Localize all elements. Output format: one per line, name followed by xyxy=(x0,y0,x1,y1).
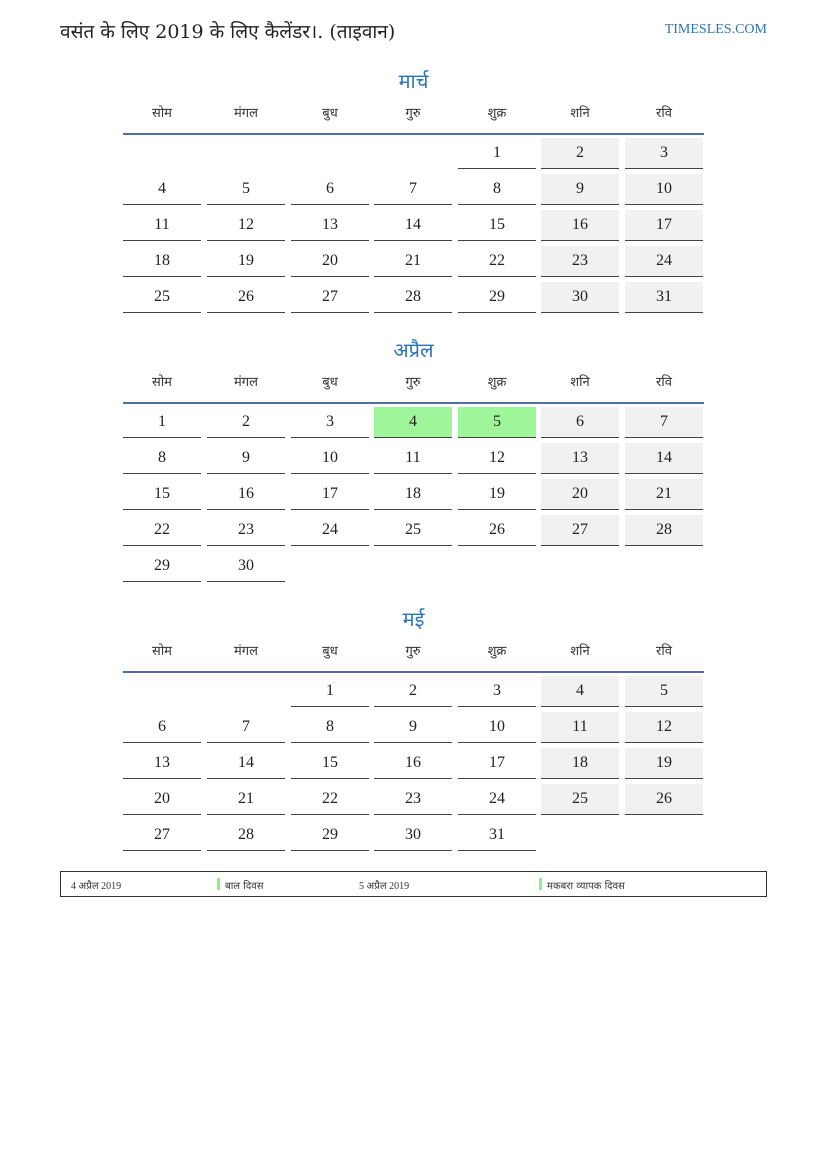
day-cell: 30 xyxy=(207,551,285,582)
weekday-label: मंगल xyxy=(234,644,258,659)
month-block xyxy=(123,604,704,843)
day-cell: 1 xyxy=(458,138,536,169)
day-cell: 3 xyxy=(625,138,703,169)
day-cell: 29 xyxy=(291,820,369,851)
day-cell: 16 xyxy=(541,210,619,241)
legend-name-text-1: बाल दिवस xyxy=(225,881,264,892)
weekday-label: सोम xyxy=(152,375,172,390)
day-cell: 5 xyxy=(625,676,703,707)
day-cell: 8 xyxy=(291,712,369,743)
weekday-label: मंगल xyxy=(234,375,258,390)
month-title: मई xyxy=(402,607,425,631)
day-cell: 20 xyxy=(291,246,369,277)
day-cell: 28 xyxy=(207,820,285,851)
day-cell: 9 xyxy=(207,443,285,474)
weekday-label: गुरु xyxy=(405,375,421,390)
weekday-label: शनि xyxy=(570,106,590,121)
day-cell: 14 xyxy=(625,443,703,474)
month-block xyxy=(123,335,704,574)
day-cell: 11 xyxy=(123,210,201,241)
day-cell: 12 xyxy=(458,443,536,474)
day-cell: 25 xyxy=(541,784,619,815)
day-cell: 23 xyxy=(374,784,452,815)
day-cell: 28 xyxy=(374,282,452,313)
day-cell: 26 xyxy=(207,282,285,313)
day-cell: 26 xyxy=(625,784,703,815)
day-cell: 5 xyxy=(458,407,536,438)
day-cell: 12 xyxy=(207,210,285,241)
day-cell: 19 xyxy=(458,479,536,510)
holiday-legend xyxy=(60,871,767,897)
day-cell: 17 xyxy=(625,210,703,241)
day-cell: 1 xyxy=(123,407,201,438)
legend-name-1 xyxy=(217,878,263,892)
day-cell: 16 xyxy=(374,748,452,779)
day-cell: 27 xyxy=(123,820,201,851)
day-cell: 12 xyxy=(625,712,703,743)
day-cell: 2 xyxy=(207,407,285,438)
day-cell: 18 xyxy=(541,748,619,779)
day-cell: 23 xyxy=(541,246,619,277)
day-cell: 9 xyxy=(374,712,452,743)
month-title: मार्च xyxy=(398,69,429,93)
legend-name-text-2: मकबरा व्यापक दिवस xyxy=(547,881,625,892)
weekday-header xyxy=(123,369,704,399)
day-cell: 15 xyxy=(123,479,201,510)
day-cell: 18 xyxy=(374,479,452,510)
header-rule xyxy=(123,402,704,404)
day-cell: 17 xyxy=(291,479,369,510)
day-cell: 27 xyxy=(291,282,369,313)
day-cell: 4 xyxy=(541,676,619,707)
day-cell: 25 xyxy=(374,515,452,546)
weekday-label: मंगल xyxy=(234,106,258,121)
day-cell: 26 xyxy=(458,515,536,546)
weekday-label: सोम xyxy=(152,106,172,121)
day-cell: 19 xyxy=(207,246,285,277)
day-cell: 4 xyxy=(123,174,201,205)
day-cell: 24 xyxy=(458,784,536,815)
day-cell: 6 xyxy=(123,712,201,743)
day-cell: 15 xyxy=(458,210,536,241)
day-cell: 2 xyxy=(541,138,619,169)
day-cell: 10 xyxy=(458,712,536,743)
day-cell: 10 xyxy=(291,443,369,474)
day-cell: 31 xyxy=(458,820,536,851)
weekday-label: बुध xyxy=(322,644,338,659)
day-cell: 20 xyxy=(541,479,619,510)
day-cell: 22 xyxy=(123,515,201,546)
day-cell: 7 xyxy=(374,174,452,205)
weekday-label: गुरु xyxy=(405,644,421,659)
day-cell: 24 xyxy=(625,246,703,277)
day-cell: 29 xyxy=(123,551,201,582)
day-cell: 13 xyxy=(123,748,201,779)
day-cell: 22 xyxy=(458,246,536,277)
day-cell: 23 xyxy=(207,515,285,546)
day-cell: 5 xyxy=(207,174,285,205)
day-cell: 29 xyxy=(458,282,536,313)
day-cell: 22 xyxy=(291,784,369,815)
weekday-label: रवि xyxy=(656,644,672,659)
day-cell: 25 xyxy=(123,282,201,313)
day-cell: 30 xyxy=(541,282,619,313)
day-cell: 2 xyxy=(374,676,452,707)
day-cell: 19 xyxy=(625,748,703,779)
weekday-label: बुध xyxy=(322,375,338,390)
day-cell: 14 xyxy=(374,210,452,241)
day-cell: 3 xyxy=(458,676,536,707)
day-cell: 14 xyxy=(207,748,285,779)
day-cell: 11 xyxy=(541,712,619,743)
day-cell: 18 xyxy=(123,246,201,277)
day-cell: 8 xyxy=(123,443,201,474)
day-cell: 21 xyxy=(374,246,452,277)
legend-date-2: 5 अप्रैल 2019 xyxy=(359,881,410,892)
legend-color-mark xyxy=(217,878,220,890)
day-cell: 7 xyxy=(207,712,285,743)
day-cell: 20 xyxy=(123,784,201,815)
weekday-header xyxy=(123,100,704,130)
weekday-label: शनि xyxy=(570,375,590,390)
weekday-header xyxy=(123,638,704,668)
day-cell: 27 xyxy=(541,515,619,546)
site-link[interactable]: TIMESLES.COM xyxy=(664,22,767,37)
page-title: वसंत के लिए 2019 के लिए कैलेंडर।. (ताइवान) xyxy=(60,21,396,43)
day-cell: 7 xyxy=(625,407,703,438)
legend-name-2 xyxy=(539,878,625,892)
day-cell: 24 xyxy=(291,515,369,546)
legend-color-mark xyxy=(539,878,542,890)
weekday-label: शनि xyxy=(570,644,590,659)
day-cell: 8 xyxy=(458,174,536,205)
weekday-label: बुध xyxy=(322,106,338,121)
weekday-label: गुरु xyxy=(405,106,421,121)
day-cell: 13 xyxy=(291,210,369,241)
day-cell: 3 xyxy=(291,407,369,438)
legend-date-1: 4 अप्रैल 2019 xyxy=(71,881,122,892)
weekday-label: शुक्र xyxy=(487,375,507,390)
day-cell: 4 xyxy=(374,407,452,438)
header-rule xyxy=(123,671,704,673)
day-cell: 1 xyxy=(291,676,369,707)
day-cell: 11 xyxy=(374,443,452,474)
day-cell: 28 xyxy=(625,515,703,546)
day-cell: 31 xyxy=(625,282,703,313)
day-cell: 10 xyxy=(625,174,703,205)
weekday-label: रवि xyxy=(656,375,672,390)
day-cell: 6 xyxy=(541,407,619,438)
weekday-label: सोम xyxy=(152,644,172,659)
day-cell: 21 xyxy=(207,784,285,815)
month-block xyxy=(123,66,704,305)
day-cell: 17 xyxy=(458,748,536,779)
day-cell: 13 xyxy=(541,443,619,474)
day-cell: 6 xyxy=(291,174,369,205)
day-cell: 16 xyxy=(207,479,285,510)
day-cell: 9 xyxy=(541,174,619,205)
day-cell: 30 xyxy=(374,820,452,851)
header-rule xyxy=(123,133,704,135)
weekday-label: शुक्र xyxy=(487,644,507,659)
weekday-label: शुक्र xyxy=(487,106,507,121)
weekday-label: रवि xyxy=(656,106,672,121)
day-cell: 15 xyxy=(291,748,369,779)
month-title: अप्रैल xyxy=(393,338,434,362)
day-cell: 21 xyxy=(625,479,703,510)
